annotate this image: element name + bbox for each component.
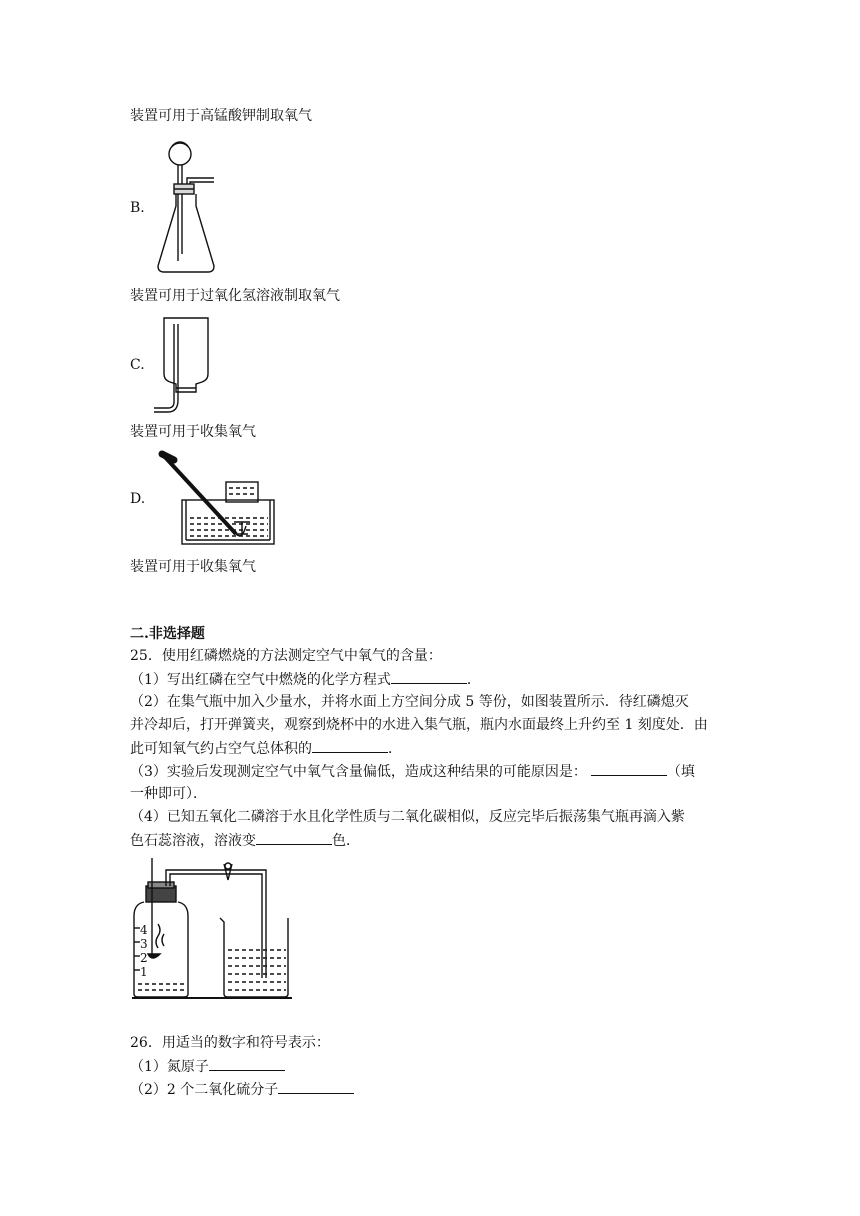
q25-part2-line3-text: 此可知氧气约占空气总体积的 — [130, 741, 312, 757]
option-b-caption: 装置可用于过氧化氢溶液制取氧气 — [130, 288, 340, 304]
q26-part1 — [130, 1056, 285, 1077]
option-b-label: B. — [130, 200, 145, 216]
q25-part3-line1 — [130, 761, 695, 782]
q26-part2-text: （2）2 个二氧化硫分子 — [130, 1082, 279, 1098]
water-trough-figure — [150, 450, 280, 550]
q25-part3-tail: （填 — [666, 764, 695, 780]
q25-part4-end: 色． — [332, 833, 360, 849]
q25-part4-line2 — [130, 830, 360, 851]
scale-mark-2: 2 — [140, 951, 148, 965]
answer-blank[interactable] — [256, 830, 332, 845]
q25-part2-line1: （2）在集气瓶中加入少量水，并将水面上方空间分成 5 等份，如图装置所示．待红磷熄灭 — [130, 694, 689, 710]
q26-part1-text: （1）氮原子 — [130, 1059, 209, 1075]
q25-part4-line2-text: 色石蕊溶液，溶液变 — [130, 833, 256, 849]
q25-part2-line2: 并冷却后，打开弹簧夹，观察到烧杯中的水进入集气瓶，瓶内水面最终上升约至 1 刻度处．由 — [130, 717, 708, 733]
section-title: 二.非选择题 — [130, 626, 205, 642]
scale-mark-1: 1 — [140, 965, 148, 979]
q25-part1-end: ． — [466, 672, 481, 688]
scale-mark-3: 3 — [140, 937, 148, 951]
option-d-caption: 装置可用于收集氧气 — [130, 559, 256, 575]
q25-stem: 25．使用红磷燃烧的方法测定空气中氧气的含量： — [130, 648, 442, 664]
q26-stem: 26．用适当的数字和符号表示： — [130, 1035, 330, 1051]
option-c-label: C. — [130, 357, 145, 373]
q25-part3-line2: 一种即可）． — [130, 786, 207, 802]
flask-with-funnel-figure — [150, 136, 230, 278]
answer-blank[interactable] — [278, 1079, 354, 1094]
option-a-caption: 装置可用于高锰酸钾制取氧气 — [130, 108, 312, 124]
inverted-bottle-figure — [150, 316, 220, 414]
q25-part2-end: ． — [388, 741, 402, 757]
answer-blank[interactable] — [391, 669, 467, 684]
option-d-label: D. — [130, 491, 146, 507]
option-c-caption: 装置可用于收集氧气 — [130, 424, 256, 440]
q25-part2-line3 — [130, 738, 402, 759]
answer-blank[interactable] — [312, 738, 388, 753]
answer-blank[interactable] — [591, 761, 667, 776]
q25-part4-line1: （4）已知五氧化二磷溶于水且化学性质与二氧化碳相似，反应完毕后振荡集气瓶再滴入紫 — [130, 809, 685, 825]
scale-mark-4: 4 — [140, 923, 148, 937]
red-phosphorus-apparatus-figure — [128, 858, 296, 1002]
q25-part1 — [130, 669, 481, 690]
q26-part2 — [130, 1079, 354, 1100]
q25-part1-text: （1）写出红磷在空气中燃烧的化学方程式 — [130, 672, 391, 688]
q25-part3-text: （3）实验后发现测定空气中氧气含量偏低，造成这种结果的可能原因是： — [130, 764, 587, 780]
answer-blank[interactable] — [209, 1056, 285, 1071]
